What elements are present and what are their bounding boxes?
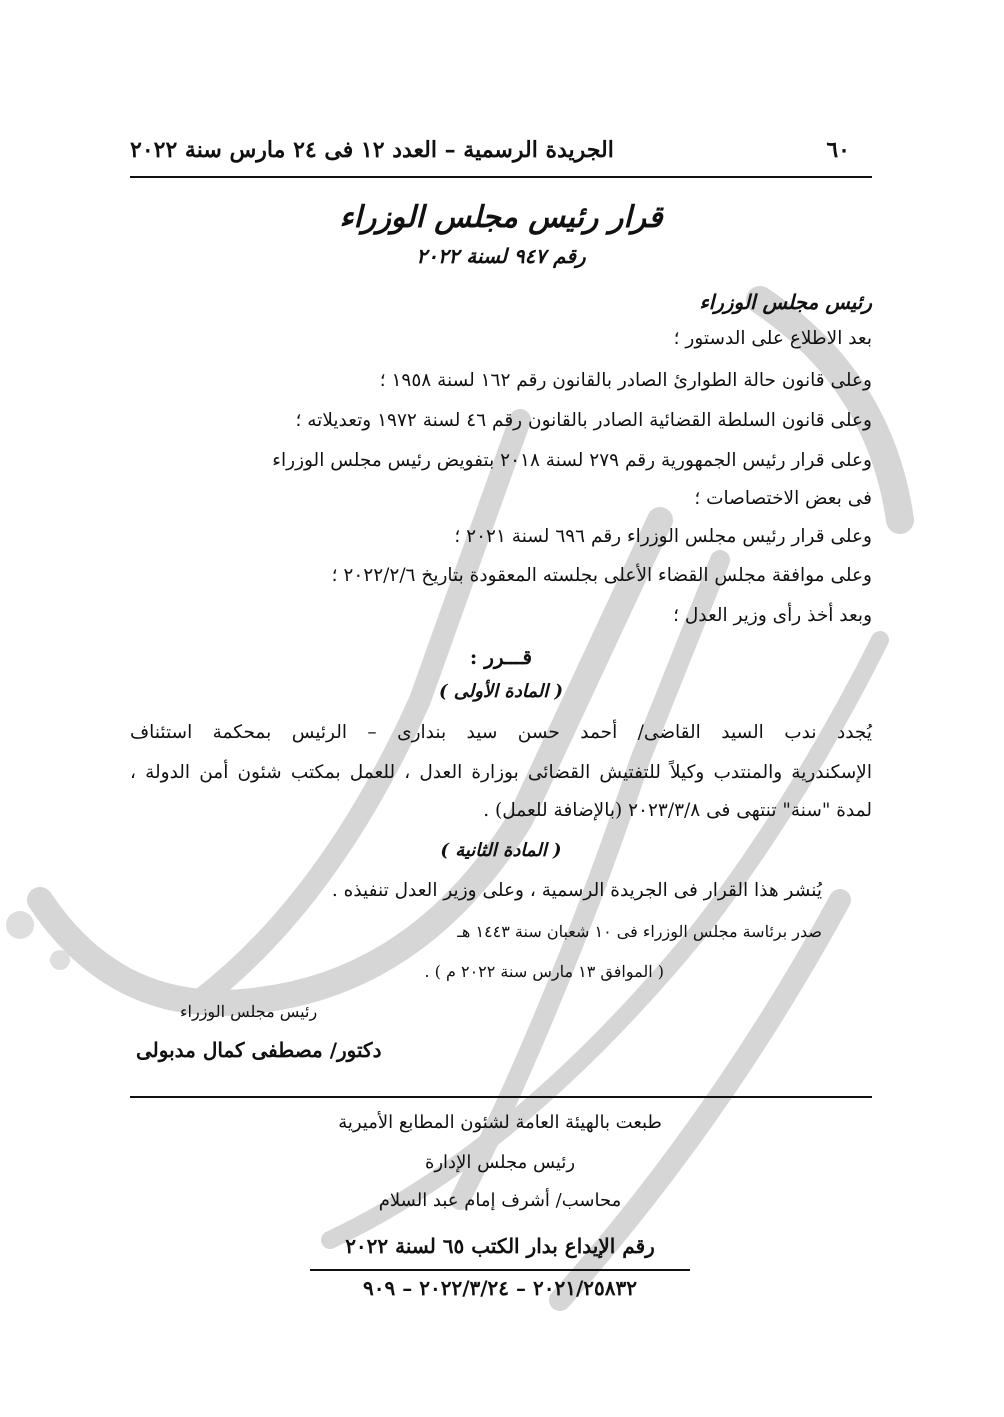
article-1-line: يُجدد ندب السيد القاضى/ أحمد حسن سيد بندارى – الرئيس بمحكمة استئناف bbox=[130, 722, 872, 743]
article-1-heading: ( المادة الأولى ) bbox=[438, 681, 564, 702]
article-1-line: الإسكندرية والمنتدب وكيلاً للتفتيش القضائى بوزارة العدل ، للعمل بمكتب شئون أمن الدولة ، bbox=[130, 762, 872, 783]
article-2-line: يُنشر هذا القرار فى الجريدة الرسمية ، وعلى وزير العدل تنفيذه . bbox=[331, 880, 822, 901]
printer-line: طبعت بالهيئة العامة لشئون المطابع الأميرية bbox=[338, 1112, 662, 1133]
serial-divider bbox=[310, 1269, 690, 1271]
issued-date: صدر برئاسة مجلس الوزراء فى ١٠ شعبان سنة ١٤٤٣ هـ bbox=[457, 922, 822, 941]
recital-line: وعلى قانون السلطة القضائية الصادر بالقانون رقم ٤٦ لسنة ١٩٧٢ وتعديلاته ؛ bbox=[295, 410, 872, 431]
recital-line: وبعد أخذ رأى وزير العدل ؛ bbox=[673, 605, 872, 626]
decided-heading: قـــرر : bbox=[469, 645, 533, 669]
authority-heading: رئيس مجلس الوزراء bbox=[699, 290, 872, 314]
article-1-line: لمدة "سنة" تنتهى فى ٢٠٢٣/٣/٨ (بالإضافة للعمل) . bbox=[483, 800, 872, 821]
article-2-heading: ( المادة الثانية ) bbox=[440, 840, 562, 861]
board-chair-title: رئيس مجلس الإدارة bbox=[424, 1152, 576, 1173]
decree-title: قرار رئيس مجلس الوزراء bbox=[339, 200, 663, 235]
page-number: ٦٠ bbox=[826, 137, 850, 163]
recital-line: وعلى قرار رئيس الجمهورية رقم ٢٧٩ لسنة ٢٠١٨ بتفويض رئيس مجلس الوزراء bbox=[272, 450, 872, 471]
header-divider bbox=[130, 176, 872, 178]
page-header bbox=[130, 130, 850, 170]
recital-line: بعد الاطلاع على الدستور ؛ bbox=[673, 328, 872, 349]
recital-line: وعلى قرار رئيس مجلس الوزراء رقم ٦٩٦ لسنة ٢٠٢١ ؛ bbox=[454, 526, 872, 547]
footer-divider bbox=[130, 1096, 872, 1098]
corresponding-date: ( الموافق ١٣ مارس سنة ٢٠٢٢ م ) . bbox=[424, 962, 664, 981]
recital-line: وعلى قانون حالة الطوارئ الصادر بالقانون رقم ١٦٢ لسنة ١٩٥٨ ؛ bbox=[379, 370, 872, 391]
signature-title: رئيس مجلس الوزراء bbox=[180, 1002, 318, 1021]
gazette-issue: الجريدة الرسمية – العدد ١٢ فى ٢٤ مارس سنة ٢٠٢٢ bbox=[130, 137, 614, 163]
recital-line: وعلى موافقة مجلس القضاء الأعلى بجلسته المعقودة بتاريخ ٢٠٢٢/٢/٦ ؛ bbox=[331, 565, 872, 586]
recital-line: فى بعض الاختصاصات ؛ bbox=[694, 488, 872, 509]
signature-name: دكتور/ مصطفى كمال مدبولى bbox=[136, 1038, 382, 1062]
deposit-number: رقم الإيداع بدار الكتب ٦٥ لسنة ٢٠٢٢ bbox=[345, 1234, 655, 1258]
serial-number: ٢٠٢١/٢٥٨٣٢ – ٢٠٢٢/٣/٢٤ – ٩٠٩ bbox=[363, 1276, 637, 1300]
decree-number: رقم ٩٤٧ لسنة ٢٠٢٢ bbox=[416, 244, 586, 268]
board-chair-name: محاسب/ أشرف إمام عبد السلام bbox=[378, 1190, 622, 1211]
